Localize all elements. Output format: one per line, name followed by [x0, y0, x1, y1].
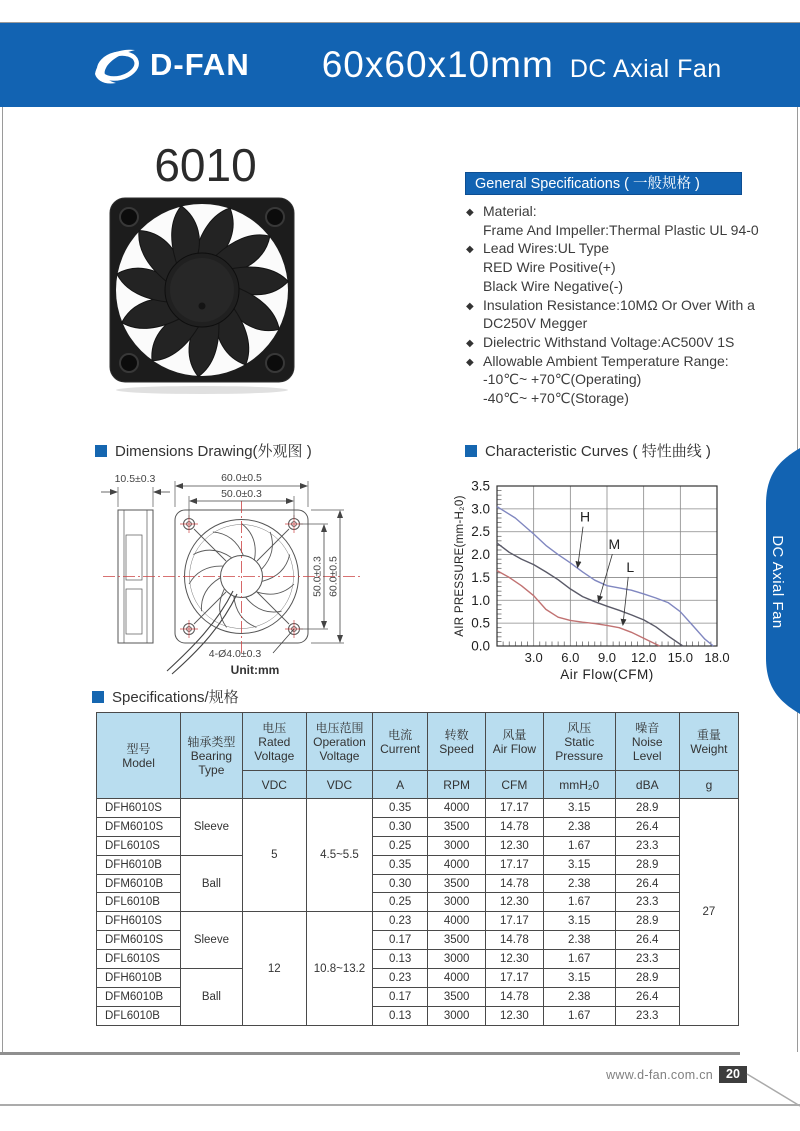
svg-text:Air Flow(CFM): Air Flow(CFM)	[560, 667, 654, 682]
svg-text:6.0: 6.0	[561, 650, 580, 665]
spec-item: ◆ Material:	[466, 202, 766, 221]
spec-cell: 0.25	[373, 893, 428, 912]
table-row	[97, 969, 739, 988]
side-tab-label: DC Axial Fan	[769, 535, 786, 629]
spec-cell: Ball	[181, 855, 243, 912]
spec-cell: 0.30	[373, 874, 428, 893]
spec-cell: Sleeve	[181, 912, 243, 969]
svg-text:0.5: 0.5	[471, 615, 490, 631]
spec-cell: Ball	[181, 969, 243, 1026]
spec-cell: 28.9	[615, 969, 679, 988]
column-header: 电压范围 Operation Voltage	[306, 713, 372, 771]
spec-cell: 14.78	[486, 874, 544, 893]
spec-cell: 23.3	[615, 950, 679, 969]
website-link[interactable]: www.d-fan.com.cn	[606, 1068, 713, 1082]
unit-header: CFM	[486, 771, 544, 799]
svg-text:AIR PRESSURE(mm-H₂0): AIR PRESSURE(mm-H₂0)	[454, 495, 466, 637]
spec-cell: DFL6010B	[97, 1006, 181, 1025]
spec-cell: DFM6010B	[97, 987, 181, 1006]
spec-cell: 0.17	[373, 931, 428, 950]
spec-item: DC250V Megger	[483, 315, 588, 332]
spec-cell: DFL6010S	[97, 950, 181, 969]
spec-cell: 4000	[428, 912, 486, 931]
spec-item: Black Wire Negative(-)	[483, 277, 624, 294]
blue-square-icon	[92, 691, 104, 703]
spec-cell: 10.8~13.2	[306, 912, 372, 1025]
curve-label-L: L	[626, 558, 635, 575]
spec-cell: 4.5~5.5	[306, 799, 372, 912]
svg-text:10.5±0.3: 10.5±0.3	[114, 473, 156, 485]
svg-text:2.0: 2.0	[471, 547, 490, 563]
spec-cell: 17.17	[486, 912, 544, 931]
spec-cell: 0.23	[373, 969, 428, 988]
svg-text:0.0: 0.0	[471, 638, 490, 654]
column-header: 型号 Model	[97, 713, 181, 799]
column-header: 转数 Speed	[428, 713, 486, 771]
spec-cell: DFL6010B	[97, 893, 181, 912]
spec-cell: DFH6010B	[97, 855, 181, 874]
spec-cell: DFL6010S	[97, 836, 181, 855]
svg-text:3.5: 3.5	[471, 478, 490, 494]
spec-cell: 28.9	[615, 799, 679, 818]
brand-logo	[92, 42, 250, 88]
unit-header: A	[373, 771, 428, 799]
svg-text:18.0: 18.0	[704, 650, 730, 665]
spec-cell: 26.4	[615, 874, 679, 893]
curve-label-M: M	[608, 536, 621, 553]
spec-cell: 27	[679, 799, 738, 1026]
spec-cell: 4000	[428, 799, 486, 818]
svg-text:2.5: 2.5	[471, 524, 490, 540]
page-subtitle: DC Axial Fan	[569, 55, 722, 83]
spec-cell: 26.4	[615, 931, 679, 950]
table-row	[97, 799, 739, 818]
svg-text:4-Ø4.0±0.3: 4-Ø4.0±0.3	[208, 648, 262, 660]
column-header: 重量 Weight	[679, 713, 738, 771]
column-header: 风压 Static Pressure	[543, 713, 615, 771]
spec-item: ◆ Dielectric Withstand Voltage:AC500V 1S	[466, 333, 766, 352]
header-titles	[322, 44, 722, 86]
spec-cell: 14.78	[486, 987, 544, 1006]
spec-cell: 4000	[428, 969, 486, 988]
table-row	[97, 912, 739, 931]
spec-cell: 3000	[428, 1006, 486, 1025]
product-model-heading: 6010	[154, 139, 257, 191]
table-row	[97, 855, 739, 874]
diamond-bullet-icon: ◆	[466, 300, 474, 312]
spec-cell: 5	[242, 799, 306, 912]
spec-cell: 0.13	[373, 950, 428, 969]
spec-cell: 3500	[428, 817, 486, 836]
spec-cell: DFM6010B	[97, 874, 181, 893]
general-specs-title-bar: General Specifications ( 一般规格 )	[465, 172, 742, 195]
spec-cell: 2.38	[543, 817, 615, 836]
spec-cell: 12.30	[486, 836, 544, 855]
spec-cell: 17.17	[486, 799, 544, 818]
spec-cell: 17.17	[486, 969, 544, 988]
spec-cell: 3.15	[543, 799, 615, 818]
dimensions-section-title: Dimensions Drawing(外观图 )	[95, 440, 312, 461]
curve-label-H: H	[579, 508, 591, 525]
spec-cell: 3500	[428, 987, 486, 1006]
unit-header: VDC	[242, 771, 306, 799]
brand-name: D-FAN	[150, 47, 250, 82]
spec-cell: 12.30	[486, 893, 544, 912]
svg-text:1.5: 1.5	[471, 569, 490, 585]
spec-cell: 3000	[428, 836, 486, 855]
column-header: 风量 Air Flow	[486, 713, 544, 771]
spec-cell: 0.35	[373, 855, 428, 874]
spec-cell: 1.67	[543, 950, 615, 969]
spec-cell: 23.3	[615, 893, 679, 912]
spec-item: RED Wire Positive(+)	[483, 259, 616, 276]
footer-rule-thick	[0, 1052, 740, 1055]
spec-cell: 23.3	[615, 1006, 679, 1025]
spec-cell: 3.15	[543, 969, 615, 988]
svg-text:12.0: 12.0	[631, 650, 657, 665]
svg-text:3.0: 3.0	[471, 501, 490, 517]
diamond-bullet-icon: ◆	[466, 337, 474, 349]
spec-cell: 2.38	[543, 874, 615, 893]
spec-cell: DFH6010S	[97, 799, 181, 818]
svg-text:9.0: 9.0	[597, 650, 617, 665]
spec-cell: 1.67	[543, 836, 615, 855]
diamond-bullet-icon: ◆	[466, 207, 474, 218]
spec-cell: 0.23	[373, 912, 428, 931]
unit-header: g	[679, 771, 738, 799]
spec-item: ◆ Lead Wires:UL Type	[466, 239, 766, 258]
spec-cell: 26.4	[615, 817, 679, 836]
spec-cell: 17.17	[486, 855, 544, 874]
unit-header: dBA	[615, 771, 679, 799]
spec-cell: 14.78	[486, 931, 544, 950]
specifications-table	[96, 712, 739, 1026]
column-header: 轴承类型 Bearing Type	[181, 713, 243, 799]
blue-square-icon	[465, 445, 477, 457]
spec-cell: DFH6010S	[97, 912, 181, 931]
page-title: 60x60x10mm	[321, 44, 554, 85]
spec-cell: 12	[242, 912, 306, 1025]
spec-cell: DFM6010S	[97, 817, 181, 836]
diamond-bullet-icon: ◆	[466, 356, 474, 368]
spec-item: -40℃~ +70℃(Storage)	[483, 390, 629, 407]
spec-cell: 0.35	[373, 799, 428, 818]
unit-header: mmH₂0	[543, 771, 615, 799]
svg-text:50.0±0.3: 50.0±0.3	[311, 556, 324, 597]
spec-cell: 0.13	[373, 1006, 428, 1025]
spec-cell: 3500	[428, 931, 486, 950]
spec-cell: 14.78	[486, 817, 544, 836]
svg-text:50.0±0.3: 50.0±0.3	[221, 488, 262, 500]
spec-cell: 3.15	[543, 912, 615, 931]
svg-text:1.0: 1.0	[471, 592, 490, 608]
spec-cell: DFM6010S	[97, 931, 181, 950]
blue-square-icon	[95, 445, 107, 457]
column-header: 电流 Current	[373, 713, 428, 771]
spec-cell: 3.15	[543, 855, 615, 874]
column-header: 噪音 Noise Level	[615, 713, 679, 771]
footer-diagonal	[745, 1066, 800, 1108]
header-band	[0, 23, 800, 107]
spec-cell: 28.9	[615, 912, 679, 931]
curves-section-title: Characteristic Curves ( 特性曲线 )	[465, 440, 711, 461]
spec-cell: 3000	[428, 950, 486, 969]
spec-item: ◆ Allowable Ambient Temperature Range:	[466, 352, 766, 371]
spec-cell: DFH6010B	[97, 969, 181, 988]
spec-cell: Sleeve	[181, 799, 243, 856]
spec-cell: 4000	[428, 855, 486, 874]
svg-text:60.0±0.5: 60.0±0.5	[327, 556, 340, 597]
svg-text:60.0±0.5: 60.0±0.5	[221, 472, 262, 484]
spec-cell: 23.3	[615, 836, 679, 855]
spec-cell: 28.9	[615, 855, 679, 874]
svg-text:15.0: 15.0	[667, 650, 693, 665]
diamond-bullet-icon: ◆	[466, 244, 474, 256]
spec-cell: 26.4	[615, 987, 679, 1006]
column-header: 电压 Rated Voltage	[242, 713, 306, 771]
spec-item: ◆ Insulation Resistance:10MΩ Or Over With a	[466, 296, 766, 315]
svg-text:3.0: 3.0	[524, 650, 543, 665]
spec-cell: 12.30	[486, 950, 544, 969]
unit-header: RPM	[428, 771, 486, 799]
specs-section-title: Specifications/规格	[92, 686, 239, 707]
spec-cell: 0.17	[373, 987, 428, 1006]
spec-cell: 3000	[428, 893, 486, 912]
spec-item: Frame And Impeller:Thermal Plastic UL 94-0	[483, 221, 759, 238]
spec-item: -10℃~ +70℃(Operating)	[483, 371, 642, 388]
page-number-badge: 20	[719, 1066, 747, 1083]
spec-cell: 2.38	[543, 987, 615, 1006]
svg-text:Unit:mm: Unit:mm	[230, 663, 280, 677]
spec-cell: 2.38	[543, 931, 615, 950]
spec-cell: 1.67	[543, 1006, 615, 1025]
fan-swoosh-logo-icon	[92, 42, 146, 88]
footer-rule-thin	[0, 1104, 800, 1106]
spec-cell: 0.25	[373, 836, 428, 855]
spec-cell: 1.67	[543, 893, 615, 912]
spec-cell: 3500	[428, 874, 486, 893]
unit-header: VDC	[306, 771, 372, 799]
fan-product-photo	[106, 194, 298, 396]
spec-cell: 0.30	[373, 817, 428, 836]
spec-cell: 12.30	[486, 1006, 544, 1025]
